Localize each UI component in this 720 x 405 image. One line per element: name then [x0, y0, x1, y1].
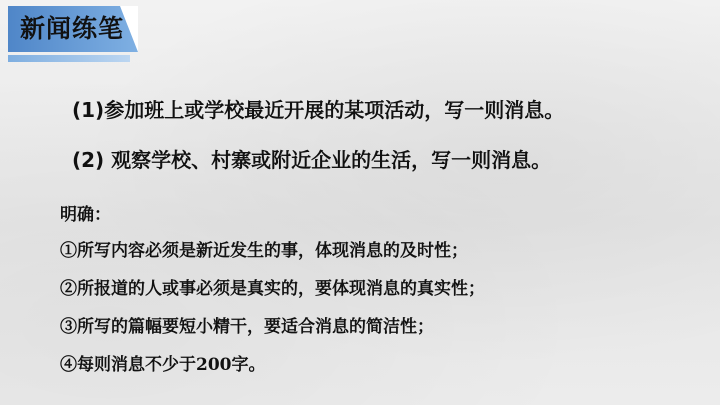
slide-title: 新闻练笔 — [20, 14, 125, 43]
requirement-item-3: ③所写的篇幅要短小精干，要适合消息的简洁性； — [60, 317, 434, 337]
answer-heading: 明确： — [60, 205, 111, 225]
requirement-item-2: ②所报道的人或事必须是真实的，要体现消息的真实性； — [60, 279, 485, 299]
requirement-item-1: ①所写内容必须是新近发生的事，体现消息的及时性； — [60, 241, 468, 261]
task-item-2: (2) 观察学校、村寨或附近企业的生活，写一则消息。 — [72, 148, 552, 172]
task-item-1: (1)参加班上或学校最近开展的某项活动，写一则消息。 — [72, 98, 565, 122]
title-underline-bar — [8, 55, 130, 62]
requirement-item-4: ④每则消息不少于200字。 — [60, 355, 266, 375]
